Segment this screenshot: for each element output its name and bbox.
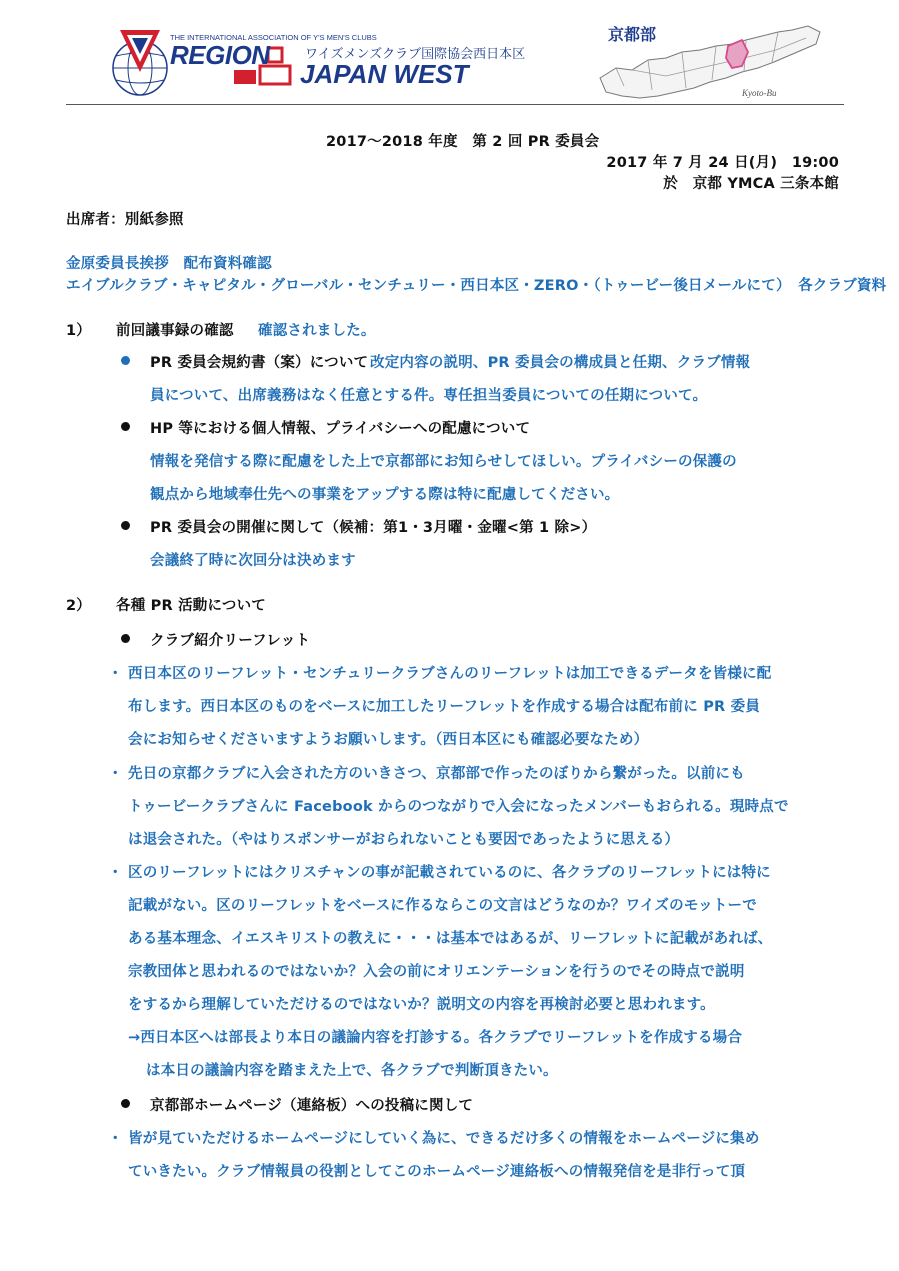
s2-note3-arrow-line-2: は本日の議論内容を踏まえた上で、各クラブで判断頂きたい。 — [146, 1063, 558, 1079]
intro-line-2: エイブルクラブ・キャピタル・グローバル・センチュリー・西日本区・ZERO・（トゥービー後日メールにて） 各クラブ資料 — [66, 278, 887, 294]
s2-note3-arrow-line-1: →西日本区へは部長より本日の議論内容を打診する。各クラブでリーフレットを作成する場合 — [128, 1030, 743, 1046]
s1-item2-line-2: 観点から地域奉仕先への事業をアップする際は特に配慮してください。 — [150, 487, 620, 503]
s1-item3-line: 会議終了時に次回分は決めます — [150, 553, 356, 569]
bullet-dot-icon — [121, 356, 130, 365]
section1-heading: 前回議事録の確認 — [116, 323, 234, 339]
map-caption: Kyoto-Bu — [742, 88, 777, 98]
note-bullet: ・ — [108, 865, 123, 881]
bullet-dot-icon — [121, 422, 130, 431]
note-bullet: ・ — [108, 766, 123, 782]
s2-sub1-title: クラブ紹介リーフレット — [150, 633, 311, 649]
bullet-dot-icon — [121, 634, 130, 643]
map-label: 京都部 — [608, 25, 657, 44]
japan-west-word: JAPAN WEST — [300, 59, 469, 89]
bullet-dot-icon — [121, 521, 130, 530]
s2-note3-line-3: ある基本理念、イエスキリストの教えに・・・は基本ではあるが、リーフレットに記載があれば、 — [128, 931, 773, 947]
region-word: REGION — [170, 40, 270, 70]
note-bullet: ・ — [108, 1131, 123, 1147]
s1-item1-title-tail: 改定内容の説明、PR 委員会の構成員と任期、クラブ情報 — [370, 355, 751, 371]
note-bullet: ・ — [108, 666, 123, 682]
section1-heading-note: 確認されました。 — [258, 323, 376, 339]
s1-item2-line-1: 情報を発信する際に配慮をした上で京都部にお知らせしてほしい。プライバシーの保護の — [150, 454, 737, 470]
section1-number: 1） — [66, 323, 91, 339]
s2-note2-line-3: は退会された。（やはりスポンサーがおられないことも要因であったように思える） — [128, 832, 680, 848]
s2-note1-line-2: 布します。西日本区のものをベースに加工したリーフレットを作成する場合は配布前に PR 委員 — [128, 699, 761, 715]
s1-item1-line: 員について、出席義務はなく任意とする件。専任担当委員についての任期について。 — [150, 388, 708, 404]
s2-sub2-note-line-1: 皆が見ていただけるホームページにしていく為に、できるだけ多くの情報をホームページに集め — [128, 1131, 760, 1147]
s2-note1-line-3: 会にお知らせくださいますようお願いします。（西日本区にも確認必要なため） — [128, 732, 649, 748]
section2-heading: 各種 PR 活動について — [116, 598, 266, 614]
s1-item1-title: PR 委員会規約書（案）について — [150, 355, 369, 371]
meeting-date: 2017 年 7 月 24 日(月) 19:00 — [606, 155, 839, 171]
attendees: 出席者：別紙参照 — [66, 212, 184, 228]
s2-sub2-title: 京都部ホームページ（連絡板）への投稿に関して — [150, 1098, 474, 1114]
s2-note1-line-1: 西日本区のリーフレット・センチュリークラブさんのリーフレットは加工できるデータを皆様に配 — [128, 666, 772, 682]
org-line: THE INTERNATIONAL ASSOCIATION OF Y'S MEN'S CLUBS — [170, 33, 377, 42]
s1-item2-title: HP 等における個人情報、プライバシーへの配慮について — [150, 421, 531, 437]
s2-note2-line-1: 先日の京都クラブに入会された方のいきさつ、京都部で作ったのぼりから繋がった。以前にも — [128, 766, 745, 782]
japanese-org-name: ワイズメンズクラブ国際協会西日本区 — [305, 47, 526, 62]
s2-note3-line-4: 宗教団体と思われるのではないか？入会の前にオリエンテーションを行うのでその時点で説明 — [128, 964, 745, 980]
s1-item3-title: PR 委員会の開催に関して（候補：第1・3月曜・金曜<第 1 除>） — [150, 520, 597, 536]
bullet-dot-icon — [121, 1099, 130, 1108]
header-divider — [66, 104, 844, 105]
s2-note2-line-2: トゥービークラブさんに Facebook からのつながりで入会になったメンバーもおられる。現時点で — [128, 799, 789, 815]
meeting-title: 2017～2018 年度 第 2 回 PR 委員会 — [326, 134, 600, 150]
meeting-venue: 於 京都 YMCA 三条本館 — [663, 176, 839, 192]
s2-sub2-note-line-2: ていきたい。クラブ情報員の役割としてこのホームページ連絡板への情報発信を是非行って頂 — [128, 1164, 746, 1180]
s2-note3-line-2: 記載がない。区のリーフレットをベースに作るならこの文言はどうなのか？ワイズのモットーで — [128, 898, 757, 914]
s2-note3-line-1: 区のリーフレットにはクリスチャンの事が記載されているのに、各クラブのリーフレットには特に — [128, 865, 771, 881]
s2-note3-line-5: をするから理解していただけるのではないか？説明文の内容を再検討必要と思われます。 — [128, 997, 715, 1013]
section2-number: 2） — [66, 598, 91, 614]
intro-line-1: 金原委員長挨拶 配布資料確認 — [66, 256, 272, 272]
